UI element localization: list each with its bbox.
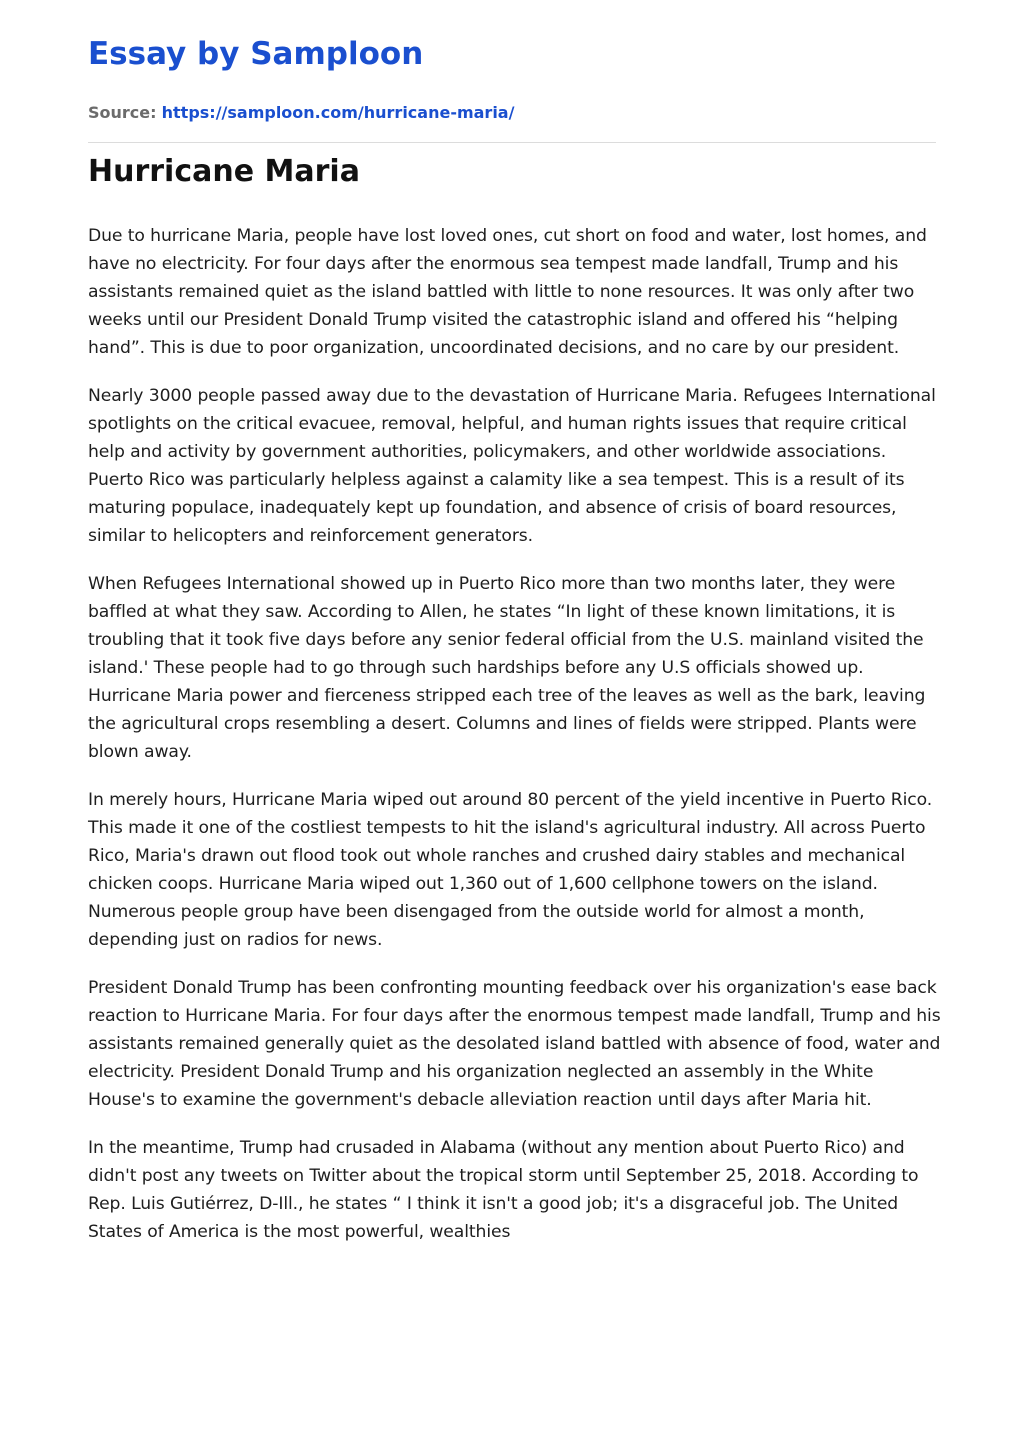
source-link[interactable]: https://samploon.com/hurricane-maria/ [161,103,515,122]
essay-body [88,222,944,1266]
source-line [88,103,514,123]
source-label: Source: [88,103,157,122]
paragraph: President Donald Trump has been confronting mounting feedback over his organization's ease back reaction to Hurricane Maria. For four days after the enormous tempest made landfall, Trump and his assistants remained generally quiet as the desolated island battled with absence of food, water and electricity. President Donald Trump and his organization neglected an assembly in the White House's to examine the government's debacle alleviation reaction until days after Maria hit. [88,978,941,1110]
brand-title: Essay by Samploon [88,36,424,72]
paragraph: In the meantime, Trump had crusaded in Alabama (without any mention about Puerto Rico) and didn't post any tweets on Twitter about the tropical storm until September 25, 2018. According to Rep. Luis Gutiérrez, D-Ill., he states “ I think it isn't a good job; it's a disgraceful job. The United States of America is the most powerful, wealthies [88,1138,919,1242]
paragraph: Nearly 3000 people passed away due to the devastation of Hurricane Maria. Refugees International spotlights on the critical evacuee, removal, helpful, and human rights issues that require critical help and activity by government authorities, policymakers, and other worldwide associations. Puerto Rico was particularly helpless against a calamity like a sea tempest. This is a result of its maturing populace, inadequately kept up foundation, and absence of crisis of board resources, similar to helicopters and reinforcement generators. [88,386,936,546]
paragraph: Due to hurricane Maria, people have lost loved ones, cut short on food and water, lost homes, and have no electricity. For four days after the enormous sea tempest made landfall, Trump and his assistants remained quiet as the island battled with little to none resources. It was only after two weeks until our President Donald Trump visited the catastrophic island and offered his “helping hand”. This is due to poor organization, uncoordinated decisions, and no care by our president. [88,226,927,358]
header-divider [88,142,936,143]
paragraph: In merely hours, Hurricane Maria wiped out around 80 percent of the yield incentive in Puerto Rico. This made it one of the costliest tempests to hit the island's agricultural industry. All across Puerto Rico, Maria's drawn out flood took out whole ranches and crushed dairy stables and mechanical chicken coops. Hurricane Maria wiped out 1,360 out of 1,600 cellphone towers on the island. Numerous people group have been disengaged from the outside world for almost a month, depending just on radios for news. [88,790,933,950]
essay-title: Hurricane Maria [88,154,360,189]
paragraph: When Refugees International showed up in Puerto Rico more than two months later, they were baffled at what they saw. According to Allen, he states “In light of these known limitations, it is troubling that it took five days before any senior federal official from the U.S. mainland visited the island.' These people had to go through such hardships before any U.S officials showed up. Hurricane Maria power and fierceness stripped each tree of the leaves as well as the bark, leaving the agricultural crops resembling a desert. Columns and lines of fields were stripped. Plants were blown away. [88,574,926,762]
